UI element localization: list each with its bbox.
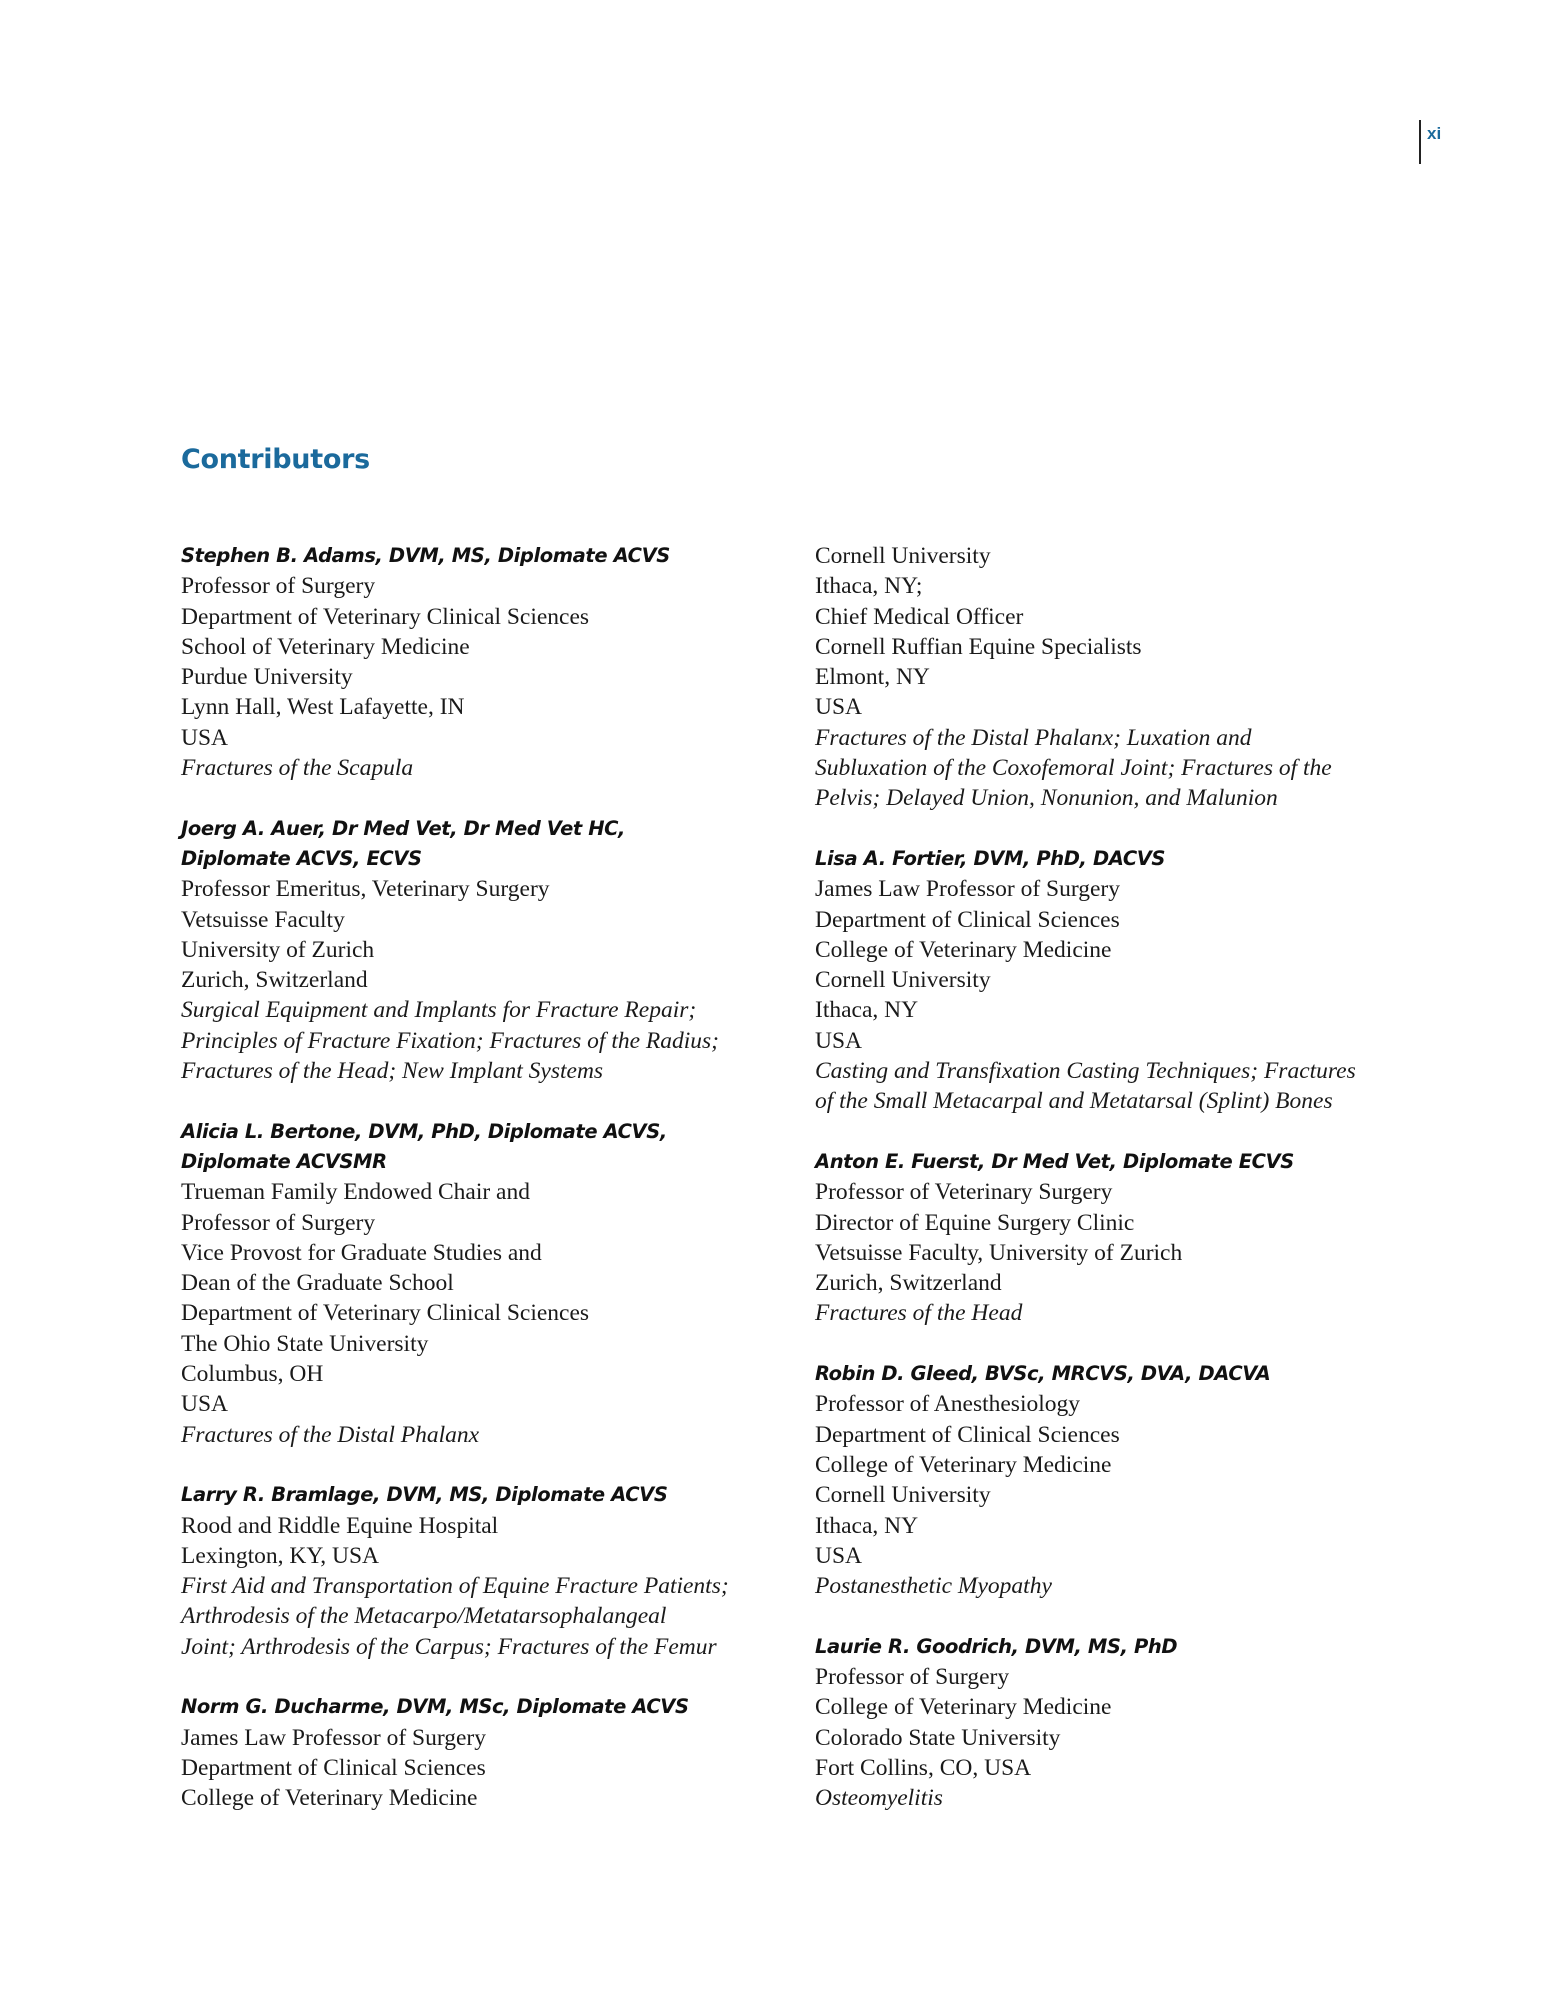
contributor-affiliation-line: Cornell University (815, 1482, 991, 1509)
contributor-affiliation-line: Purdue University (181, 664, 353, 691)
contributor-affiliation-line: Colorado State University (815, 1724, 1061, 1751)
contributor-affiliation-line: Zurich, Switzerland (181, 967, 368, 994)
contributor-affiliation-line: Vice Provost for Graduate Studies and (181, 1239, 542, 1266)
contributor-affiliation-line: Professor of Surgery (181, 573, 376, 600)
contributor-affiliation-line: Elmont, NY (815, 664, 930, 691)
contributor-chapters-line: Arthrodesis of the Metacarpo/Metatarsophalangeal (181, 1603, 667, 1630)
contributor-entry (815, 1359, 1425, 1601)
contributor-affiliation-line: Department of Clinical Sciences (815, 906, 1120, 933)
contributor-affiliation-line: USA (181, 1391, 229, 1418)
contributor-chapters-line: Casting and Transfixation Casting Techniques; Fractures (815, 1058, 1356, 1085)
contributor-entry (815, 1147, 1425, 1329)
page-number: xi (1427, 124, 1442, 143)
contributor-chapters-line: Subluxation of the Coxofemoral Joint; Fractures of the (815, 755, 1332, 782)
contributor-affiliation-line: Professor of Anesthesiology (815, 1391, 1081, 1418)
contributor-chapters-line: Pelvis; Delayed Union, Nonunion, and Malunion (815, 785, 1278, 812)
contributor-chapters-line: Osteomyelitis (815, 1785, 943, 1812)
contributor-chapters-line: First Aid and Transportation of Equine Fracture Patients; (181, 1573, 729, 1600)
contributor-affiliation-line: Ithaca, NY; (815, 573, 923, 600)
contributor-affiliation-line: Department of Clinical Sciences (815, 1421, 1120, 1448)
contributor-affiliation-line: Ithaca, NY (815, 997, 919, 1024)
contributor-entry (815, 844, 1425, 1117)
contributor-affiliation-line: USA (815, 694, 863, 721)
contributor-name-line: Alicia L. Bertone, DVM, PhD, Diplomate ACVS, (181, 1119, 667, 1143)
contributor-entry (181, 1117, 791, 1450)
contributor-entry (181, 1692, 791, 1813)
contributor-affiliation-line: Department of Veterinary Clinical Sciences (181, 603, 590, 630)
contributor-affiliation-line: School of Veterinary Medicine (181, 633, 470, 660)
contributor-affiliation-line: Director of Equine Surgery Clinic (815, 1209, 1135, 1236)
contributor-entry (181, 541, 791, 783)
contributor-affiliation-line: Cornell University (815, 543, 991, 569)
contributor-affiliation-line: Chief Medical Officer (815, 603, 1024, 630)
contributor-affiliation-line: Vetsuisse Faculty, University of Zurich (815, 1239, 1183, 1266)
contributor-name-line: Diplomate ACVS, ECVS (181, 846, 422, 870)
contributor-affiliation-line: Rood and Riddle Equine Hospital (181, 1512, 499, 1539)
contributor-affiliation-line: Lexington, KY, USA (181, 1542, 380, 1569)
contributor-affiliation-line: Ithaca, NY (815, 1512, 919, 1539)
contributor-affiliation-line: James Law Professor of Surgery (181, 1724, 487, 1751)
contributor-chapters-line: of the Small Metacarpal and Metatarsal (Splint) Bones (815, 1088, 1333, 1115)
contributor-affiliation-line: Professor Emeritus, Veterinary Surgery (181, 876, 550, 903)
contributor-name-line: Diplomate ACVSMR (181, 1149, 387, 1173)
contributor-affiliation-line: Department of Clinical Sciences (181, 1754, 486, 1781)
page-number-rule (1419, 120, 1421, 164)
contributor-affiliation-line: Fort Collins, CO, USA (815, 1754, 1032, 1781)
contributor-affiliation-line: Trueman Family Endowed Chair and (181, 1179, 530, 1206)
contributor-entry (181, 814, 791, 1087)
contributor-affiliation-line: Cornell Ruffian Equine Specialists (815, 633, 1142, 660)
contributor-chapters-line: Fractures of the Distal Phalanx; Luxation and (815, 724, 1252, 751)
contributor-entry (815, 541, 1425, 814)
contributor-affiliation-line: College of Veterinary Medicine (181, 1785, 478, 1812)
contributor-entry (181, 1480, 791, 1662)
contributor-affiliation-line: University of Zurich (181, 936, 375, 963)
contributor-name-line: Anton E. Fuerst, Dr Med Vet, Diplomate ECVS (815, 1149, 1294, 1173)
contributor-affiliation-line: Professor of Surgery (815, 1663, 1010, 1690)
contributor-entry (815, 1632, 1425, 1814)
contributor-affiliation-line: Department of Veterinary Clinical Sciences (181, 1300, 590, 1327)
contributor-affiliation-line: Professor of Surgery (181, 1209, 376, 1236)
contributor-affiliation-line: College of Veterinary Medicine (815, 1451, 1112, 1478)
contributor-chapters-line: Joint; Arthrodesis of the Carpus; Fractures of the Femur (181, 1633, 717, 1660)
contributor-affiliation-line: Professor of Veterinary Surgery (815, 1179, 1113, 1206)
contributor-chapters-line: Surgical Equipment and Implants for Fracture Repair; (181, 997, 697, 1024)
contributor-affiliation-line: College of Veterinary Medicine (815, 936, 1112, 963)
contributor-chapters-line: Fractures of the Head (815, 1300, 1023, 1327)
contributor-affiliation-line: Columbus, OH (181, 1361, 324, 1388)
contributor-name-line: Stephen B. Adams, DVM, MS, Diplomate ACVS (181, 544, 670, 567)
contributor-affiliation-line: Vetsuisse Faculty (181, 906, 345, 933)
contributor-affiliation-line: College of Veterinary Medicine (815, 1694, 1112, 1721)
contributor-name-line: Norm G. Ducharme, DVM, MSc, Diplomate ACVS (181, 1695, 689, 1719)
contributor-affiliation-line: Dean of the Graduate School (181, 1270, 454, 1297)
contributor-chapters-line: Principles of Fracture Fixation; Fractures of the Radius; (181, 1027, 720, 1054)
contributor-chapters-line: Fractures of the Scapula (181, 755, 414, 782)
contributor-affiliation-line: USA (815, 1542, 863, 1569)
contributor-name-line: Larry R. Bramlage, DVM, MS, Diplomate ACVS (181, 1483, 668, 1507)
contributor-affiliation-line: USA (815, 1027, 863, 1054)
contributor-affiliation-line: Cornell University (815, 967, 991, 994)
page-title: Contributors (181, 444, 370, 475)
contributor-name-line: Lisa A. Fortier, DVM, PhD, DACVS (815, 846, 1166, 870)
contributors-right-column (815, 541, 1425, 1844)
contributor-name-line: Robin D. Gleed, BVSc, MRCVS, DVA, DACVA (815, 1362, 1271, 1386)
contributor-affiliation-line: James Law Professor of Surgery (815, 876, 1121, 903)
contributor-affiliation-line: Lynn Hall, West Lafayette, IN (181, 694, 465, 721)
contributors-left-column (181, 541, 791, 1844)
contributor-name-line: Laurie R. Goodrich, DVM, MS, PhD (815, 1634, 1178, 1658)
contributor-affiliation-line: Zurich, Switzerland (815, 1270, 1002, 1297)
contributor-chapters-line: Postanesthetic Myopathy (815, 1573, 1052, 1600)
contributor-affiliation-line: USA (181, 724, 229, 751)
contributor-affiliation-line: The Ohio State University (181, 1330, 429, 1357)
contributor-name-line: Joerg A. Auer, Dr Med Vet, Dr Med Vet HC, (181, 816, 626, 840)
contributor-chapters-line: Fractures of the Distal Phalanx (181, 1421, 480, 1448)
contributor-chapters-line: Fractures of the Head; New Implant Systems (181, 1058, 604, 1085)
